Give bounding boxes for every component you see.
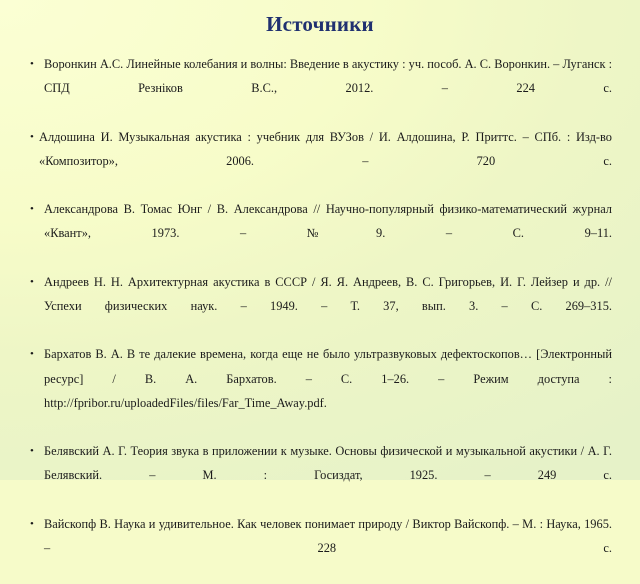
reference-text: Александрова В. Томас Юнг / В. Александрова // Научно-популярный физико-математический журнал «Квант», 1973. – №9. – С. 9–11. [44, 202, 612, 241]
reference-text: Белявский А. Г. Теория звука в приложении к музыке. Основы физической и музыкальной акустики / А. Г. Белявский. – М. : Госиздат, 1925. – 249 с. [44, 444, 612, 483]
bullet-icon: • [30, 445, 34, 458]
reference-text: Андреев Н. Н. Архитектурная акустика в СССР / Я. Я. Андреев, В. С. Григорьев, И. Г. Лейзер и др. // Успехи физических наук. – 1949. – Т. 37, вып. 3. – С. 269–315. [44, 274, 612, 314]
bullet-icon: • [30, 275, 34, 288]
page-title: Источники [266, 12, 374, 36]
reference-text: Бархатов В. А. В те далекие времена, когда еще не было ультразвуковых дефектоскопов… [Электронный ресурс] / В. А. Бархатов. – С. 1–26. – Режим доступа : http://fpribor.ru/uploadedFiles/files/Far_Time_Away.pdf. [44, 347, 612, 410]
reference-item [30, 52, 612, 125]
reference-item [30, 512, 612, 584]
reference-list [30, 52, 612, 584]
reference-text: Воронкин А.С. Линейные колебания и волны: Введение в акустику : уч. пособ. А. С. Воронкин. – Луганск : СПД Резніков В.С., 2012. – 224 с. [44, 57, 613, 96]
bullet-icon: • [30, 58, 34, 70]
reference-item [30, 197, 612, 270]
reference-item [30, 125, 612, 198]
reference-item [30, 439, 612, 512]
references-body [30, 52, 613, 556]
bullet-icon: • [30, 203, 34, 216]
reference-text: Вайскопф В. Наука и удивительное. Как человек понимает природу / Виктор Вайскопф. – М. : Наука, 1965. – 228 с. [44, 516, 612, 556]
reference-item [30, 270, 612, 343]
reference-item [30, 342, 612, 439]
bullet-icon: • [30, 348, 34, 361]
bullet-icon: • [30, 130, 34, 143]
reference-text: Алдошина И. Музыкальная акустика : учебник для ВУЗов / И. Алдошина, Р. Приттс. – СПб. : Изд-во «Композитор», 2006. – 720 с. [39, 129, 612, 168]
bullet-icon: • [30, 517, 34, 530]
